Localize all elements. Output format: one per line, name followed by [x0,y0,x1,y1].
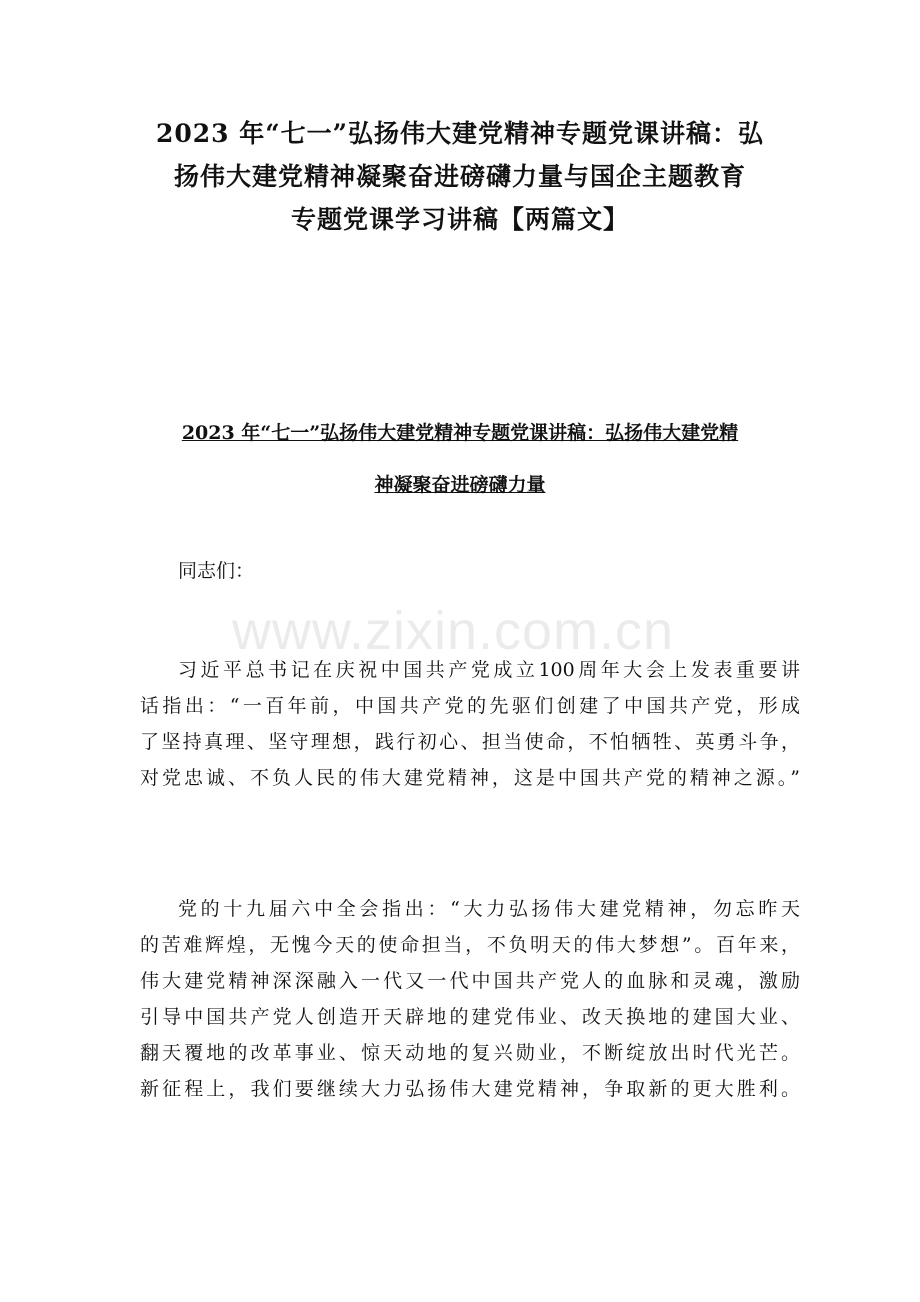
paragraph-line: 翻天覆地的改革事业、惊天动地的复兴勋业，不断绽放出时代光芒。 [140,1042,800,1064]
section-heading [130,407,790,511]
paragraph-line: 引导中国共产党人创造开天辟地的建党伟业、改天换地的建国大业、 [140,1006,800,1028]
paragraph-line: 习近平总书记在庆祝中国共产党成立100周年大会上发表重要讲 [178,659,800,681]
page-title [130,112,790,241]
section-heading-line: 神凝聚奋进磅礴力量 [374,474,546,496]
paragraph-line: 新征程上，我们要继续大力弘扬伟大建党精神，争取新的更大胜利。 [140,1078,800,1100]
paragraph-line: 党的十九届六中全会指出：“大力弘扬伟大建党精神，勿忘昨天 [178,898,800,920]
paragraph [140,652,800,796]
watermark: www.zixin.com.cn [232,601,675,661]
paragraph-line: 对党忠诚、不负人民的伟大建党精神，这是中国共产党的精神之源。” [140,767,800,789]
paragraph [140,891,800,1107]
paragraph-line: 了坚持真理、坚守理想，践行初心、担当使命，不怕牺牲、英勇斗争， [140,731,800,753]
paragraph-line: 的苦难辉煌，无愧今天的使命担当，不负明天的伟大梦想”。百年来， [140,934,800,956]
section-heading-line: 2023 年“七一”弘扬伟大建党精神专题党课讲稿：弘扬伟大建党精 [181,422,739,444]
paragraph-line: 话指出：“一百年前，中国共产党的先驱们创建了中国共产党，形成 [140,695,800,717]
salutation: 同志们： [178,560,255,582]
title-line: 2023 年“七一”弘扬伟大建党精神专题党课讲稿：弘 [155,119,765,148]
title-line: 扬伟大建党精神凝聚奋进磅礴力量与国企主题教育 [173,162,746,191]
title-line: 专题党课学习讲稿【两篇文】 [290,205,629,234]
paragraph-line: 伟大建党精神深深融入一代又一代中国共产党人的血脉和灵魂，激励 [140,970,800,992]
